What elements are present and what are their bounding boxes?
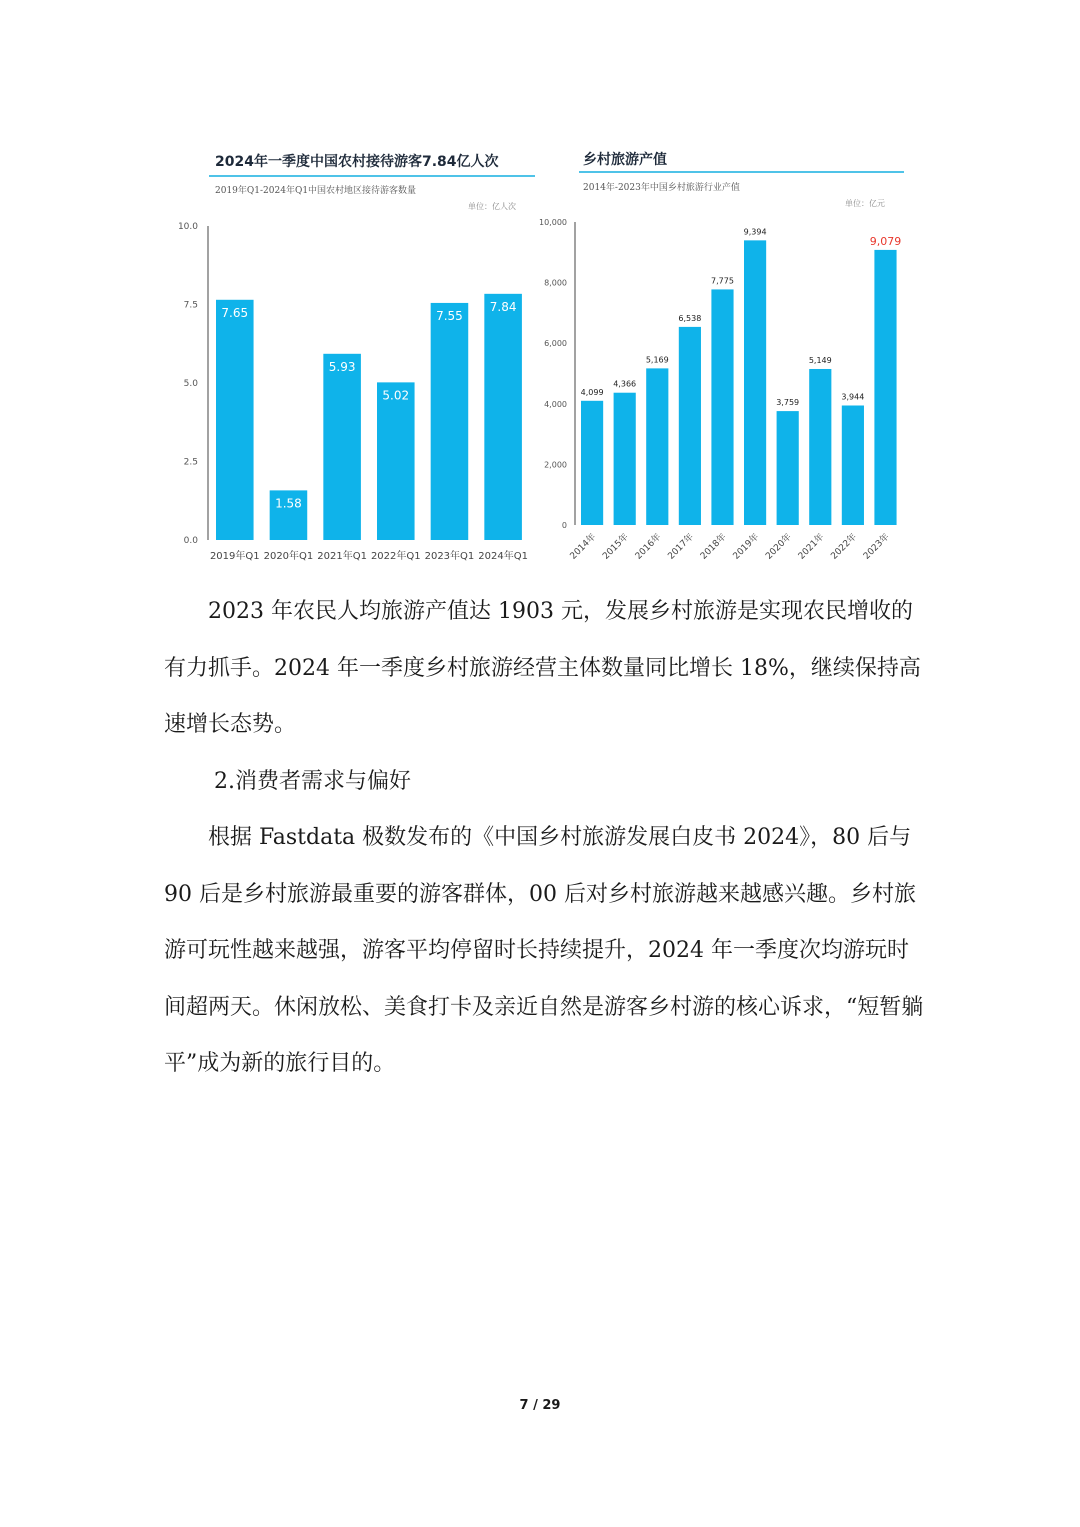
x-tick-label: 2014年: [568, 532, 599, 562]
y-tick-label: 7.5: [183, 300, 198, 311]
y-tick-label: 2,000: [544, 460, 567, 470]
x-tick-label: 2023年Q1: [424, 551, 475, 562]
data-label: 7,775: [711, 276, 734, 286]
x-tick-label: 2021年: [796, 532, 827, 562]
y-tick-label: 0.0: [183, 536, 198, 546]
data-label: 5,149: [808, 355, 832, 365]
data-label: 3,944: [841, 392, 865, 402]
x-tick-label: 2019年Q1: [209, 551, 260, 562]
x-tick-label: 2021年Q1: [317, 551, 367, 562]
data-label: 1.58: [275, 496, 302, 511]
bar: [484, 294, 522, 540]
data-label: 9,394: [743, 227, 767, 237]
bar: [377, 382, 415, 540]
data-label: 5.02: [382, 388, 410, 403]
bar: [842, 405, 864, 525]
y-tick-label: 5.0: [183, 379, 198, 389]
x-tick-label: 2022年Q1: [370, 551, 421, 562]
right-bar-chart: [535, 200, 915, 580]
y-tick-label: 0: [561, 521, 567, 530]
paragraph-2: [164, 810, 924, 1093]
left-chart-subtitle: 2019年Q1-2024年Q1中国农村地区接待游客数量: [215, 186, 417, 196]
x-tick-label: 2023年: [861, 532, 892, 562]
data-label: 7.84: [489, 299, 517, 314]
y-tick-label: 10.0: [177, 222, 198, 232]
right-chart-rule: [579, 171, 904, 173]
bar: [744, 240, 766, 525]
paragraph-2-text: 根据 Fastdata 极数发布的《中国乡村旅游发展白皮书 2024》，80 后与 90 后是乡村旅游最重要的游客群体，00 后对乡村旅游越来越感兴趣。乡村旅游可玩性越来越强，游客平均停留时长持续提升，2024 年一季度次均游玩时间超两天。休闲放松、美食打卡及亲近自然是游客乡村游的核心诉求，“短暂躺平”成为新的旅行目的。: [164, 825, 924, 1076]
bar: [711, 289, 733, 525]
x-tick-label: 2017年: [666, 532, 697, 562]
bar: [679, 327, 701, 525]
bar: [216, 300, 254, 540]
paragraph-1-text: 2023 年农民人均旅游产值达 1903 元，发展乡村旅游是实现农民增收的有力抓手。2024 年一季度乡村旅游经营主体数量同比增长 18%，继续保持高速增长态势。: [164, 599, 921, 737]
y-tick-label: 8,000: [544, 278, 567, 288]
x-tick-label: 2019年: [731, 532, 762, 562]
left-chart-unit: 单位：亿人次: [468, 202, 516, 211]
right-chart-title: 乡村旅游产值: [583, 152, 667, 168]
right-chart-subtitle: 2014年-2023年中国乡村旅游行业产值: [583, 183, 740, 193]
y-tick-label: 6,000: [544, 339, 567, 349]
x-tick-label: 2022年: [829, 532, 860, 562]
x-tick-label: 2016年: [633, 532, 664, 562]
page-number: 7 / 29: [519, 1398, 561, 1413]
data-label: 4,366: [613, 379, 637, 389]
section-heading: 2.消费者需求与偏好: [214, 769, 411, 794]
bar: [323, 354, 361, 540]
y-tick-label: 10,000: [539, 218, 567, 227]
bar: [581, 401, 603, 525]
bar: [874, 250, 896, 525]
x-tick-label: 2024年Q1: [478, 551, 528, 562]
paragraph-1: [164, 584, 924, 754]
bar: [777, 411, 799, 525]
y-tick-label: 2.5: [183, 457, 198, 468]
bar: [614, 393, 636, 525]
data-label: 6,538: [678, 313, 702, 323]
x-tick-label: 2015年: [601, 532, 631, 562]
data-label: 4,099: [580, 387, 604, 397]
left-chart-title: 2024年一季度中国农村接待游客7.84亿人次: [215, 154, 499, 170]
bar: [809, 369, 831, 525]
bar: [646, 368, 668, 525]
left-chart-rule: [209, 175, 535, 177]
y-tick-label: 4,000: [544, 399, 567, 409]
data-label: 5.93: [328, 359, 356, 374]
data-label: 9,079: [869, 234, 902, 248]
x-tick-label: 2020年: [764, 532, 794, 562]
data-label: 5,169: [645, 355, 669, 365]
data-label: 7.65: [221, 305, 249, 320]
x-tick-label: 2018年: [698, 532, 729, 562]
data-label: 3,759: [776, 398, 800, 408]
x-tick-label: 2020年Q1: [263, 551, 314, 562]
right-chart-unit: 单位：亿元: [845, 199, 885, 208]
bar: [431, 303, 469, 540]
data-label: 7.55: [436, 308, 463, 323]
left-bar-chart: [160, 200, 540, 580]
